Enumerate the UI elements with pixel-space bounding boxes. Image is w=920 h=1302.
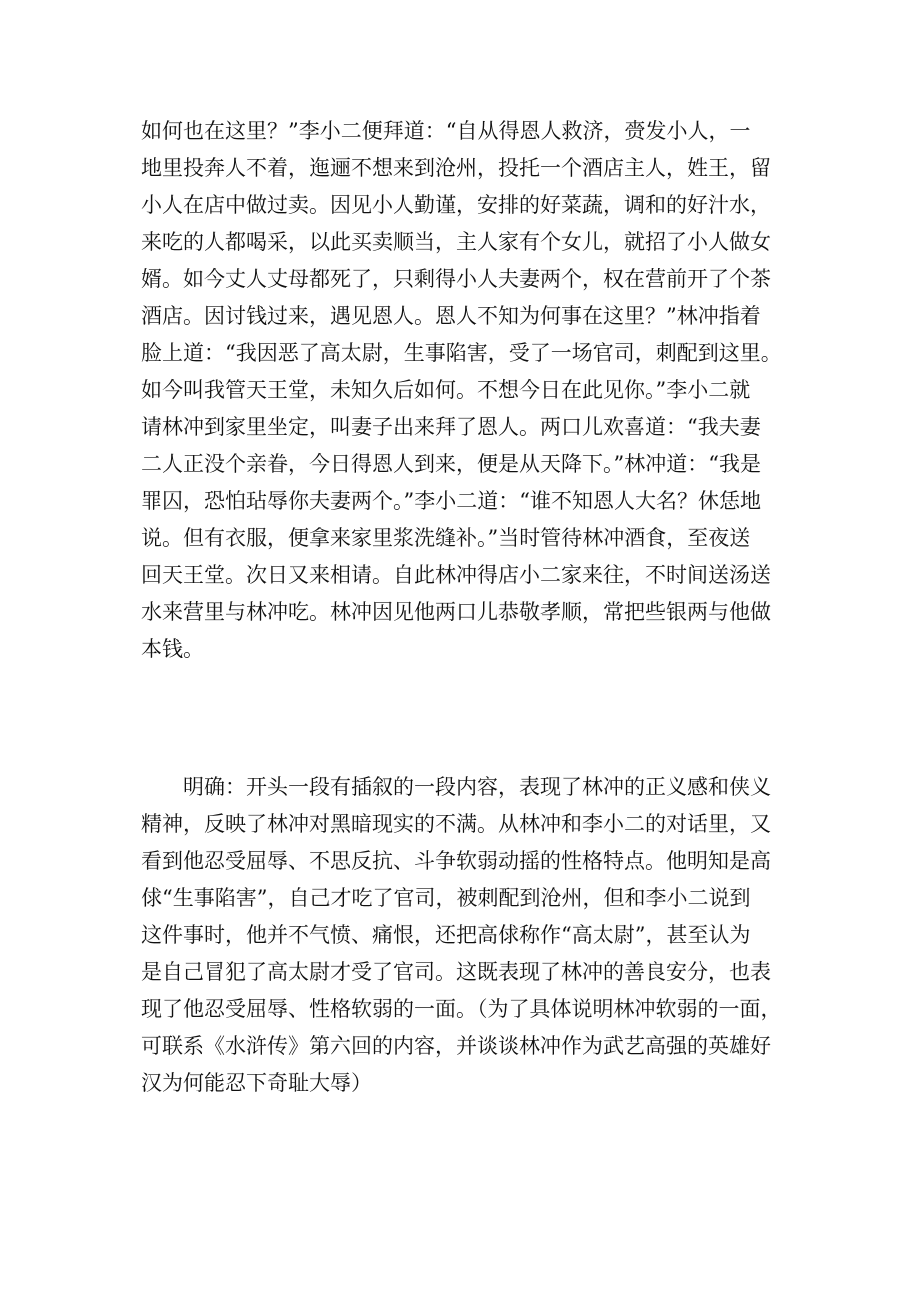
text-line: 地里投奔人不着，迤逦不想来到沧州，投托一个酒店主人，姓王，留 (141, 156, 771, 180)
text-line: 脸上道：“我因恶了高太尉，生事陷害，受了一场官司，刺配到这里。 (141, 341, 782, 365)
text-line: 小人在店中做过卖。因见小人勤谨，安排的好菜蔬，调和的好汁水， (141, 193, 771, 217)
text-line: 可联系《水浒传》第六回的内容，并谈谈林冲作为武艺高强的英雄好 (141, 1034, 771, 1058)
text-line: 来吃的人都喝采，以此买卖顺当，主人家有个女儿，就招了小人做女 (141, 230, 771, 254)
story-excerpt-paragraph (141, 113, 801, 668)
text-line: 水来营里与林冲吃。林冲因见他两口儿恭敬孝顺，常把些银两与他做 (141, 600, 771, 624)
text-line: 汉为何能忍下奇耻大辱） (141, 1071, 372, 1095)
text-line: 酒店。因讨钱过来，遇见恩人。恩人不知为何事在这里？”林冲指着 (141, 304, 761, 328)
text-line: 回天王堂。次日又来相请。自此林冲得店小二家来往，不时间送汤送 (141, 563, 771, 587)
text-line: 二人正没个亲眷，今日得恩人到来，便是从天降下。”林冲道：“我是 (141, 452, 761, 476)
text-line: 俅“生事陷害”，自己才吃了官司，被刺配到沧州，但和李小二说到 (141, 886, 751, 910)
text-line: 本钱。 (141, 637, 204, 661)
analysis-paragraph (141, 769, 801, 1102)
text-line: 罪囚，恐怕玷辱你夫妻两个。”李小二道：“谁不知恩人大名？休恁地 (141, 489, 761, 513)
text-line: 这件事时，他并不气愤、痛恨，还把高俅称作“高太尉”，甚至认为 (141, 923, 751, 947)
text-line: 如今叫我管天王堂，未知久后如何。不想今日在此见你。”李小二就 (141, 378, 751, 402)
text-line: 看到他忍受屈辱、不思反抗、斗争软弱动摇的性格特点。他明知是高 (141, 849, 771, 873)
text-line: 如何也在这里？”李小二便拜道：“自从得恩人救济，赍发小人，一 (141, 119, 751, 143)
text-line: 婿。如今丈人丈母都死了，只剩得小人夫妻两个，权在营前开了个茶 (141, 267, 771, 291)
text-line: 现了他忍受屈辱、性格软弱的一面。（为了具体说明林冲软弱的一面， (141, 997, 782, 1021)
text-line: 精神，反映了林冲对黑暗现实的不满。从林冲和李小二的对话里，又 (141, 812, 771, 836)
text-line: 请林冲到家里坐定，叫妻子出来拜了恩人。两口儿欢喜道：“我夫妻 (141, 415, 761, 439)
text-line: 说。但有衣服，便拿来家里浆洗缝补。”当时管待林冲酒食，至夜送 (141, 526, 751, 550)
text-line: 明确：开头一段有插叙的一段内容，表现了林冲的正义感和侠义 (141, 775, 771, 799)
text-line: 是自己冒犯了高太尉才受了官司。这既表现了林冲的善良安分，也表 (141, 960, 771, 984)
